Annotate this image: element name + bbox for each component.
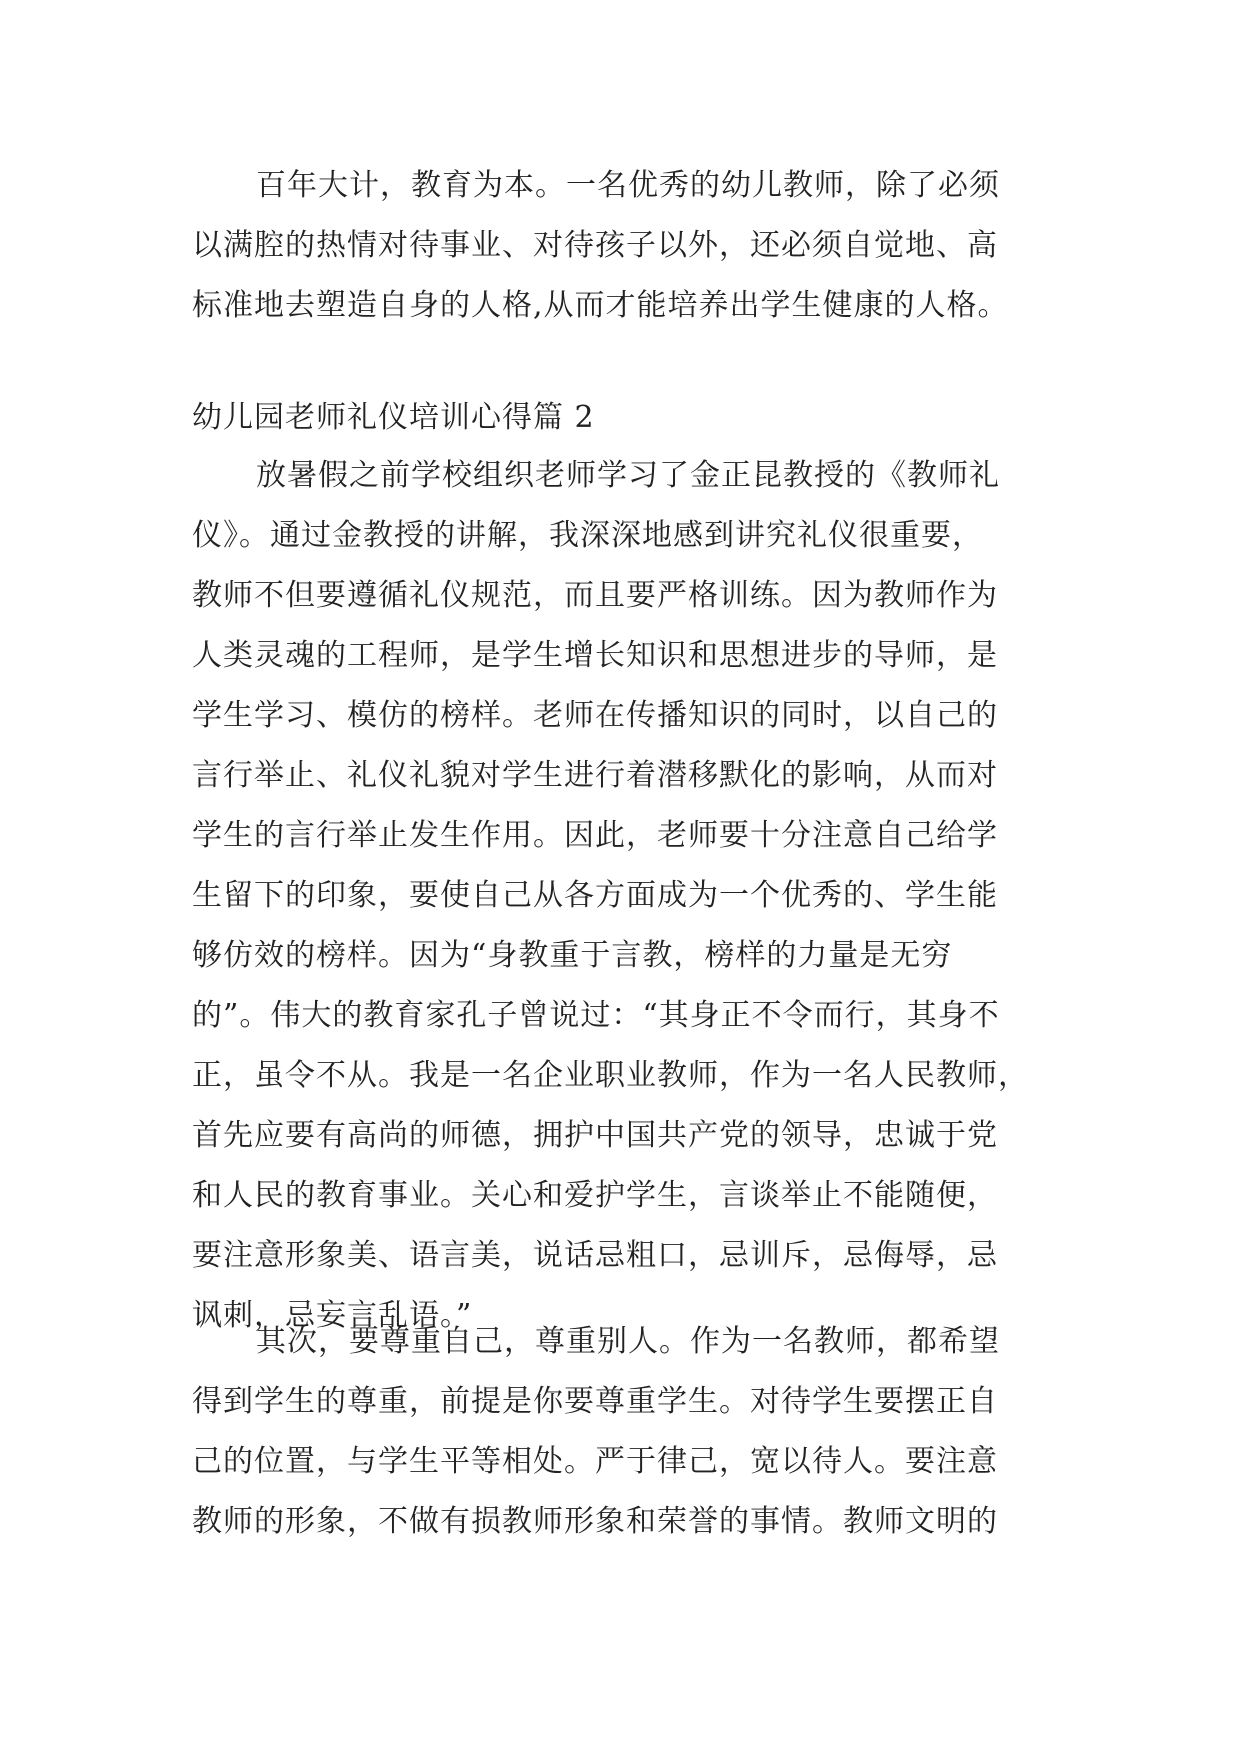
paragraph-line: 言行举止、礼仪礼貌对学生进行着潜移默化的影响，从而对: [192, 758, 998, 793]
paragraph-line: 标准地去塑造自身的人格,从而才能培养出学生健康的人格。: [192, 288, 1009, 323]
paragraph-line: 学生学习、模仿的榜样。老师在传播知识的同时，以自己的: [192, 698, 998, 733]
paragraph-respect: [192, 1312, 1052, 1552]
paragraph-line: 生留下的印象，要使自己从各方面成为一个优秀的、学生能: [192, 878, 998, 913]
section-heading: [192, 388, 1052, 448]
paragraph-line: 得到学生的尊重，前提是你要尊重学生。对待学生要摆正自: [192, 1384, 998, 1419]
paragraph-line: 教师的形象，不做有损教师形象和荣誉的事情。教师文明的: [192, 1504, 998, 1539]
paragraph-line: 首先应要有高尚的师德，拥护中国共产党的领导，忠诚于党: [192, 1118, 998, 1153]
paragraph-line: 教师不但要遵循礼仪规范，而且要严格训练。因为教师作为: [192, 578, 998, 613]
paragraph-line: 的”。伟大的教育家孔子曾说过：“其身正不令而行，其身不: [192, 998, 1000, 1033]
paragraph-line: 人类灵魂的工程师，是学生增长知识和思想进步的导师，是: [192, 638, 998, 673]
paragraph-line: 学生的言行举止发生作用。因此，老师要十分注意自己给学: [192, 818, 998, 853]
paragraph-line: 仪》。通过金教授的讲解，我深深地感到讲究礼仪很重要，: [192, 518, 983, 553]
paragraph-line: 百年大计，教育为本。一名优秀的幼儿教师，除了必须: [256, 168, 1000, 203]
paragraph-line: 够仿效的榜样。因为“身教重于言教，榜样的力量是无穷: [192, 938, 953, 973]
paragraph-line: 正，虽令不从。我是一名企业职业教师，作为一名人民教师，: [192, 1058, 1029, 1093]
paragraph-line: 和人民的教育事业。关心和爱护学生，言谈举止不能随便，: [192, 1178, 998, 1213]
paragraph-line: 讽刺，忌妄言乱语。”: [192, 1298, 473, 1333]
paragraph-line: 放暑假之前学校组织老师学习了金正昆教授的《教师礼: [256, 458, 1000, 493]
paragraph-line: 己的位置，与学生平等相处。严于律己，宽以待人。要注意: [192, 1444, 998, 1479]
paragraph-line: 以满腔的热情对待事业、对待孩子以外，还必须自觉地、高: [192, 228, 998, 263]
paragraph-intro: [192, 156, 1052, 336]
paragraph-line: 要注意形象美、语言美，说话忌粗口，忌训斥，忌侮辱，忌: [192, 1238, 998, 1273]
section-heading-text: 幼儿园老师礼仪培训心得篇 2: [192, 400, 595, 435]
paragraph-line: 其次，要尊重自己，尊重别人。作为一名教师，都希望: [256, 1324, 1000, 1359]
paragraph-etiquette: [192, 446, 1052, 1346]
